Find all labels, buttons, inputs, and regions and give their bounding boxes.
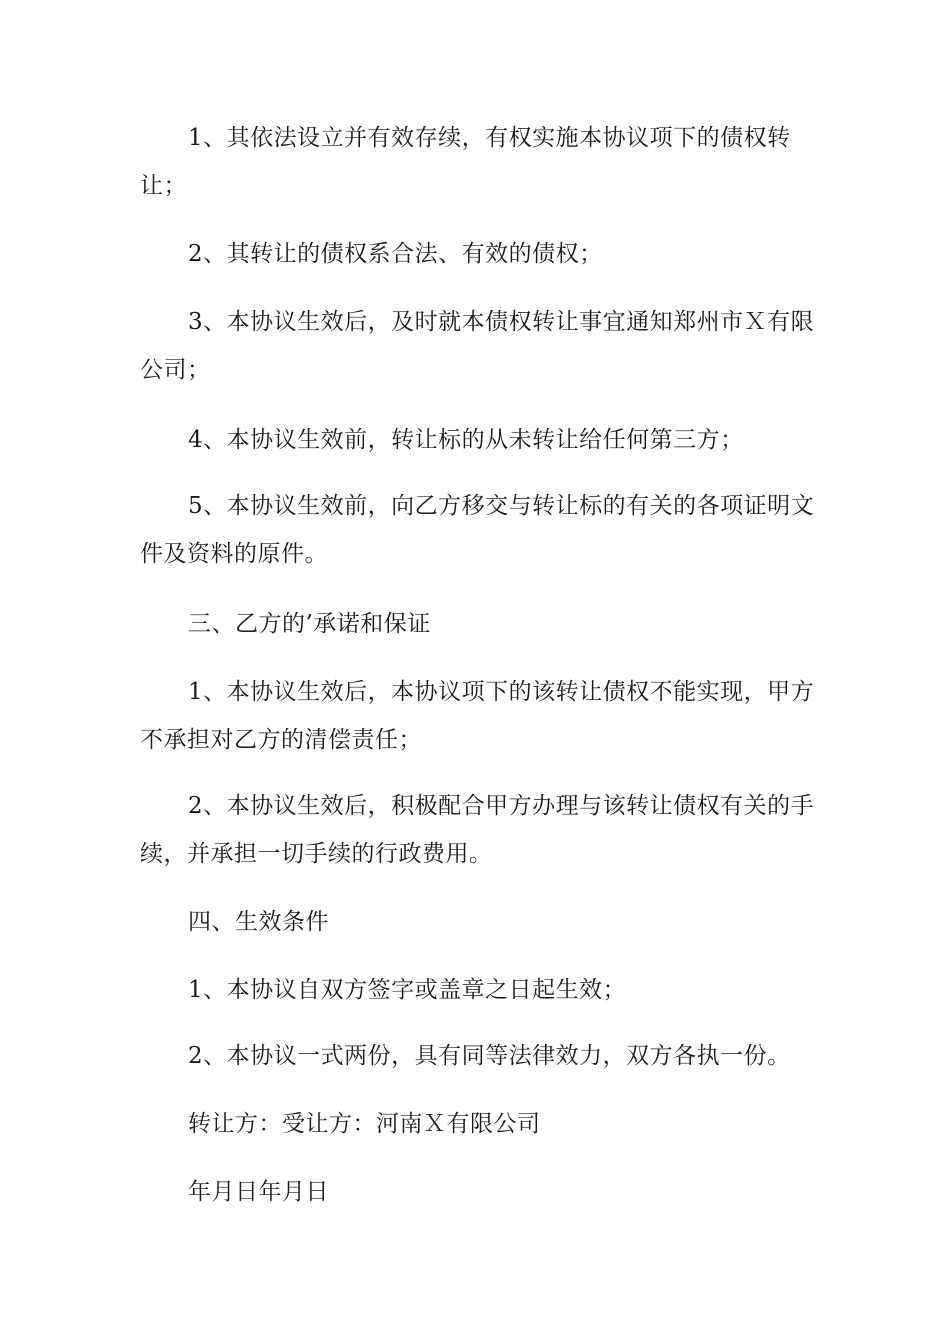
paragraph-buyer-warranty-1: 1、本协议生效后，本协议项下的该转让债权不能实现，甲方不承担对乙方的清偿责任； (140, 679, 815, 753)
paragraph-seller-warranty-4: 4、本协议生效前，转让标的从未转让给任何第三方； (188, 427, 744, 453)
paragraph-seller-warranty-2: 2、其转让的债权系合法、有效的债权； (188, 241, 603, 267)
paragraph-seller-warranty-1: 1、其依法设立并有效存续，有权实施本协议项下的债权转让； (140, 125, 791, 199)
signature-parties-line: 转让方：受让方：河南Ｘ有限公司 (188, 1111, 541, 1137)
paragraph-effective-condition-2: 2、本协议一式两份，具有同等法律效力，双方各执一份。 (188, 1043, 791, 1069)
paragraph-effective-condition-1: 1、本协议自双方签字或盖章之日起生效； (188, 977, 627, 1003)
paragraph-seller-warranty-5: 5、本协议生效前，向乙方移交与转让标的有关的各项证明文件及资料的原件。 (140, 493, 815, 567)
paragraph-buyer-warranty-2: 2、本协议生效后，积极配合甲方办理与该转让债权有关的手续，并承担一切手续的行政费用。 (140, 793, 815, 867)
signature-date-line: 年月日年月日 (188, 1179, 329, 1205)
section-heading-effective-conditions: 四、生效条件 (188, 909, 329, 935)
paragraph-seller-warranty-3: 3、本协议生效后，及时就本债权转让事宜通知郑州市Ｘ有限公司； (140, 309, 815, 383)
section-heading-buyer-warranties: 三、乙方的’承诺和保证 (188, 611, 431, 637)
